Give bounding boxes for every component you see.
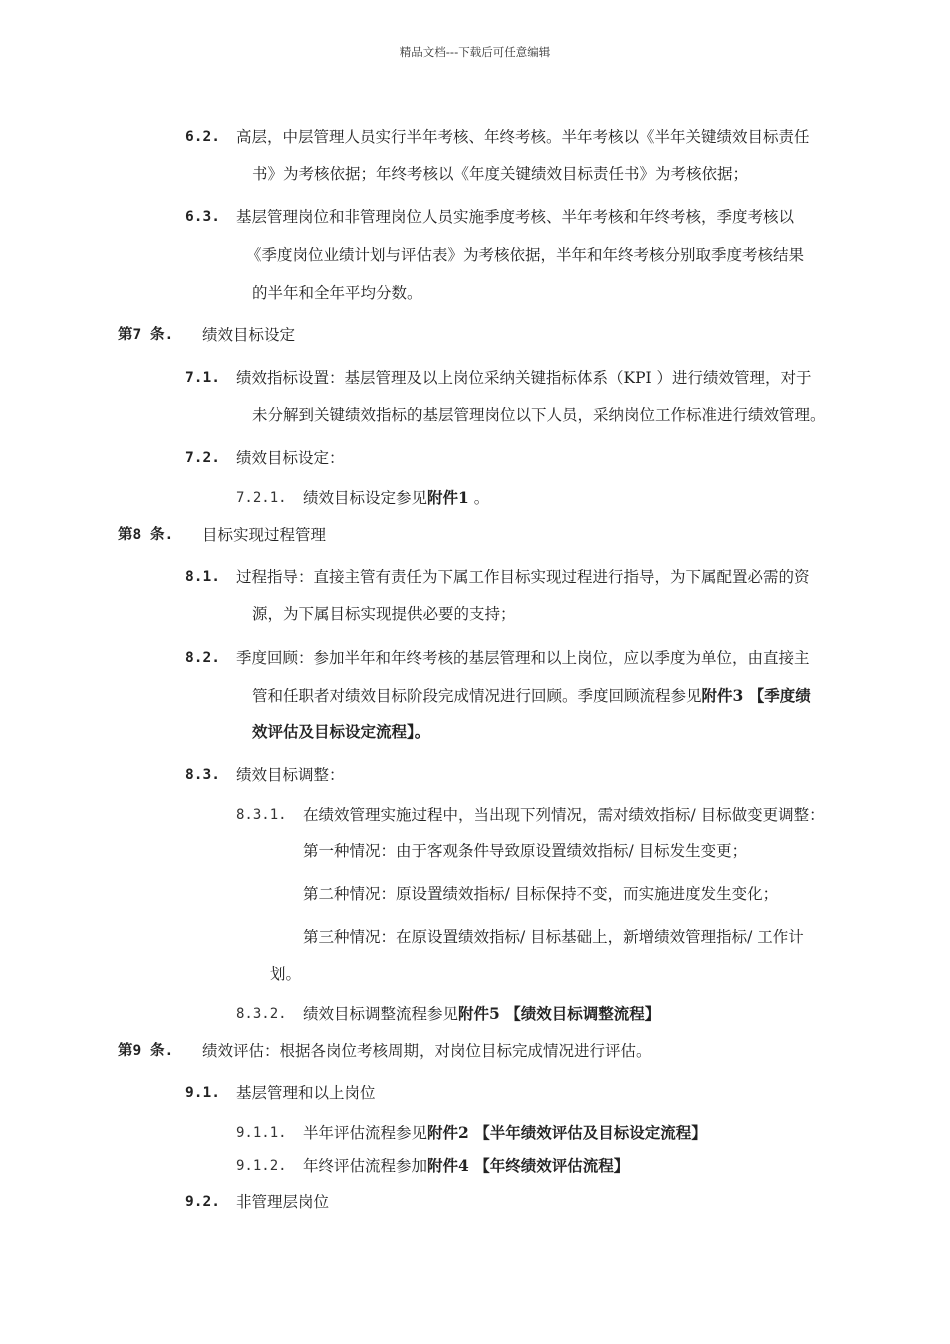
article-number: 第8 条. (118, 527, 174, 543)
section-number: 8.2. (185, 650, 220, 666)
paragraph-line: 绩效目标设定参见附件1 。 (303, 488, 490, 507)
subsection-number: 8.3.2. (236, 1006, 287, 1022)
attachment-reference: 附件5 (458, 1004, 500, 1023)
section-number: 6.2. (185, 129, 220, 145)
paragraph-line: 未分解到关键绩效指标的基层管理岗位以下人员，采纳岗位工作标准进行绩效管理。 (252, 406, 826, 424)
section-number: 8.1. (185, 569, 220, 585)
page-header: 精品文档---下载后可任意编辑 (399, 45, 551, 59)
article-number: 第7 条. (118, 327, 174, 343)
case-line: 第三种情况：在原设置绩效指标/ 目标基础上，新增绩效管理指标/ 工作计 (303, 928, 804, 946)
section-number: 7.1. (185, 370, 220, 386)
case-line: 第二种情况：原设置绩效指标/ 目标保持不变，而实施进度发生变化； (303, 885, 779, 903)
case-line: 划。 (270, 965, 302, 983)
section-number: 6.3. (185, 209, 220, 225)
section-number: 7.2. (185, 450, 220, 466)
paragraph-line: 过程指导：直接主管有责任为下属工作目标实现过程进行指导，为下属配置必需的资 (236, 568, 810, 586)
paragraph-line: 在绩效管理实施过程中，当出现下列情况，需对绩效指标/ 目标做变更调整： (303, 806, 825, 824)
paragraph-line: 效评估及目标设定流程】。 (252, 722, 431, 741)
attachment-reference: 附件1 (427, 488, 469, 507)
paragraph-line: 非管理层岗位 (236, 1193, 330, 1211)
section-number: 9.1. (185, 1085, 220, 1101)
paragraph-line: 书》为考核依据；年终考核以《年度关键绩效目标责任书》为考核依据； (252, 165, 749, 183)
paragraph-line: 绩效目标调整： (236, 766, 345, 784)
attachment-reference: 附件3 (701, 686, 744, 705)
article-title: 目标实现过程管理 (202, 526, 327, 544)
section-number: 9.2. (185, 1194, 220, 1210)
attachment-reference: 附件4 (427, 1156, 469, 1175)
attachment-reference: 附件2 (427, 1123, 469, 1142)
subsection-number: 9.1.1. (236, 1125, 287, 1141)
paragraph-line: 半年评估流程参见附件2 【半年绩效评估及目标设定流程】 (303, 1123, 707, 1142)
paragraph-line: 基层管理岗位和非管理岗位人员实施季度考核、半年考核和年终考核，季度考核以 (236, 208, 795, 226)
article-number: 第9 条. (118, 1043, 174, 1059)
subsection-number: 7.2.1. (236, 490, 287, 506)
section-number: 8.3. (185, 767, 220, 783)
paragraph-line: 高层，中层管理人员实行半年考核、年终考核。半年考核以《半年关键绩效目标责任 (236, 128, 810, 146)
paragraph-line: 绩效目标调整流程参见附件5 【绩效目标调整流程】 (303, 1004, 661, 1023)
case-line: 第一种情况：由于客观条件导致原设置绩效指标/ 目标发生变更； (303, 842, 748, 860)
subsection-number: 8.3.1. (236, 807, 287, 823)
paragraph-line: 基层管理和以上岗位 (236, 1084, 376, 1102)
paragraph-line: 《季度岗位业绩计划与评估表》为考核依据，半年和年终考核分别取季度考核结果 (246, 246, 805, 264)
paragraph-line: 绩效指标设置：基层管理及以上岗位采纳关键指标体系（KPI ）进行绩效管理，对于 (236, 369, 812, 387)
paragraph-line: 年终评估流程参加附件4 【年终绩效评估流程】 (303, 1156, 630, 1175)
paragraph-line: 管和任职者对绩效目标阶段完成情况进行回顾。季度回顾流程参见附件3 【季度绩 (252, 686, 811, 705)
paragraph-line: 的半年和全年平均分数。 (252, 284, 423, 302)
paragraph-line: 绩效目标设定： (236, 449, 345, 467)
subsection-number: 9.1.2. (236, 1158, 287, 1174)
article-title: 绩效目标设定 (202, 326, 296, 344)
paragraph-line: 源，为下属目标实现提供必要的支持； (252, 605, 516, 623)
paragraph-line: 季度回顾：参加半年和年终考核的基层管理和以上岗位，应以季度为单位，由直接主 (236, 649, 810, 667)
article-title: 绩效评估：根据各岗位考核周期，对岗位目标完成情况进行评估。 (202, 1042, 652, 1060)
